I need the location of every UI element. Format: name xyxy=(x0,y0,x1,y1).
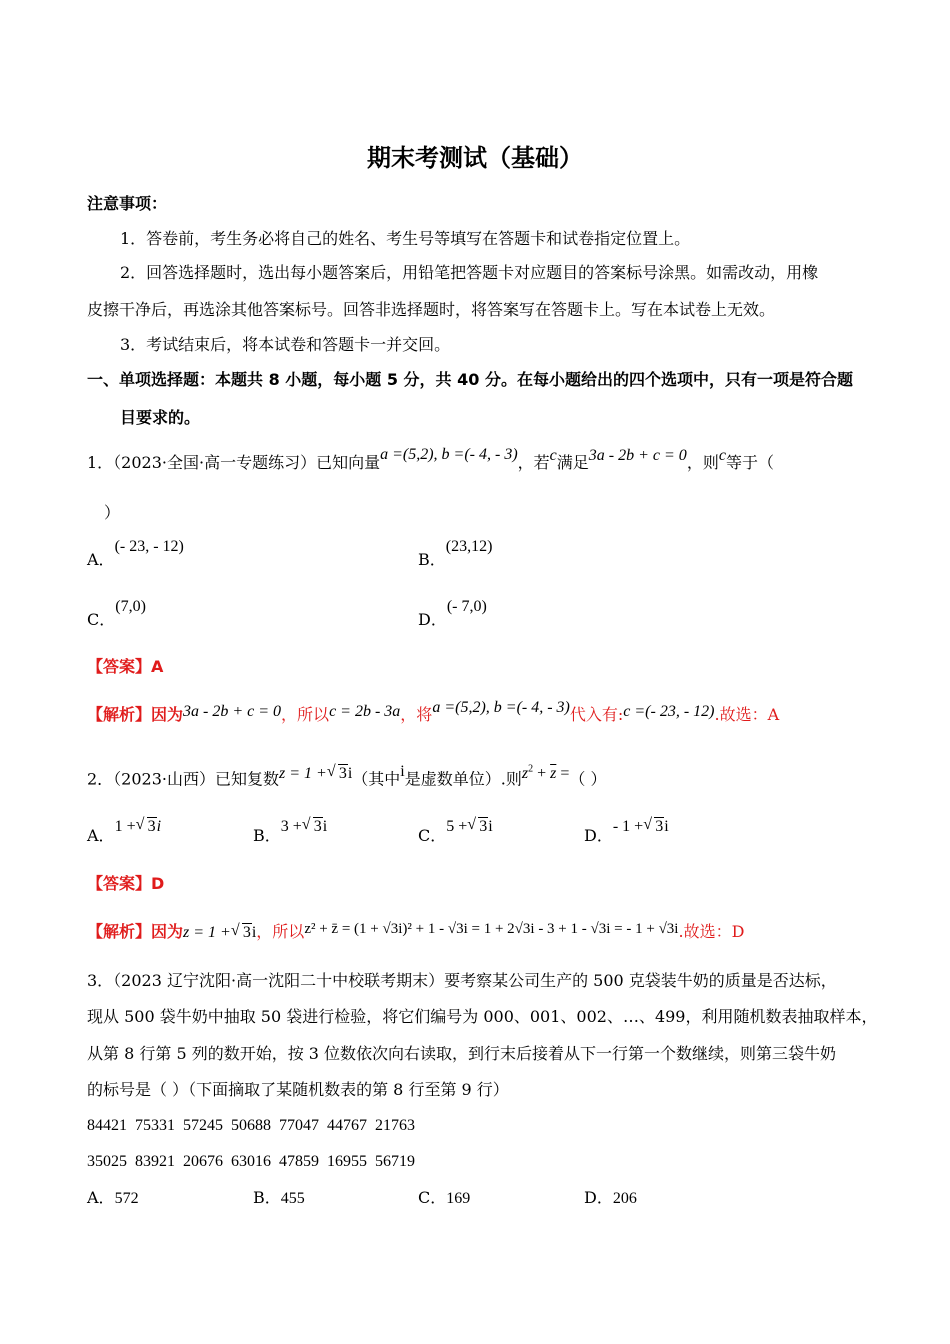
option-value: 455 xyxy=(280,1190,305,1207)
question-2-z-def xyxy=(279,763,352,782)
question-2-prefix: 2．（2023·山西）已知复数 xyxy=(87,769,279,789)
option-value: 169 xyxy=(446,1190,471,1207)
explanation-text-2: .故选：D xyxy=(678,922,745,941)
sqrt-symbol xyxy=(327,764,348,784)
option-post: i xyxy=(488,818,493,835)
option-value xyxy=(115,818,161,835)
imaginary-unit: i xyxy=(347,765,353,783)
z: z xyxy=(521,765,529,783)
question-1-option-b xyxy=(418,538,493,571)
notice-item-3: 3．考试结束后，将本试卷和答题卡一并交回。 xyxy=(120,335,451,354)
question-1-c: c xyxy=(549,447,557,464)
option-pre: - 1 + xyxy=(612,818,644,835)
option-label: A． xyxy=(87,826,115,845)
question-3-line-3: 从第 8 行第 5 列的数开始，按 3 位数依次向右读取，到行末后接着从下一行第一个数继续，则第三袋牛奶 xyxy=(87,1044,837,1063)
option-value: (23,12) xyxy=(445,538,493,555)
option-value: (- 23, - 12) xyxy=(114,538,184,555)
question-3-option-d xyxy=(584,1188,637,1209)
explanation-label: 【解析】因为 xyxy=(87,922,184,941)
z-equals: z = 1 + xyxy=(183,924,231,941)
question-1-vectors: a =(5,2), b =(- 4, - 3) xyxy=(380,446,518,463)
option-label: C． xyxy=(418,826,447,845)
option-post: i xyxy=(322,818,328,835)
explanation-equation-2: c = 2b - 3a xyxy=(329,703,401,720)
explanation-text-4: .故选：A xyxy=(714,705,780,724)
notice-item-1: 1．答卷前，考生务必将自己的姓名、考生号等填写在答题卡和试卷指定位置上。 xyxy=(120,229,691,248)
question-2-suffix: （ ） xyxy=(569,769,607,789)
question-2-stem xyxy=(87,763,607,790)
radicand: 3 xyxy=(313,818,322,835)
sqrt-symbol xyxy=(136,817,157,837)
question-1-prefix: 1．（2023·全国·高一专题练习）已知向量 xyxy=(87,453,381,472)
question-1-close-paren: ） xyxy=(104,503,121,522)
radicand: 3 xyxy=(147,818,156,835)
explanation-label: 【解析】因为 xyxy=(87,705,184,724)
question-1-equation: 3a - 2b + c = 0 xyxy=(588,447,687,464)
page-title: 期末考测试（基础） xyxy=(367,144,583,172)
question-1-answer: 【答案】A xyxy=(87,657,164,676)
option-label: B． xyxy=(253,826,281,845)
radicand: 3 xyxy=(242,924,251,941)
section-heading-line-1: 一、单项选择题：本题共 8 小题，每小题 5 分，共 40 分。在每小题给出的四个选项中，只有一项是符合题 xyxy=(87,370,853,389)
explanation-text-1: ，所以 xyxy=(256,922,305,941)
question-1-stem xyxy=(87,446,774,474)
option-label: A． xyxy=(87,1188,115,1207)
option-label: A． xyxy=(87,550,115,569)
question-3-option-a xyxy=(87,1188,139,1209)
z-conjugate: $\overline{z}$ xyxy=(550,765,557,783)
question-2-expression xyxy=(522,763,570,782)
question-2-explanation xyxy=(87,922,744,943)
question-3-option-b xyxy=(253,1188,305,1209)
option-label: D． xyxy=(584,826,613,845)
option-pre: 1 + xyxy=(114,818,136,835)
question-2-answer: 【答案】D xyxy=(87,874,165,893)
question-2-option-b xyxy=(253,818,328,847)
option-value xyxy=(613,818,669,835)
option-value xyxy=(446,818,492,835)
option-label: C． xyxy=(418,1188,447,1207)
option-pre: 5 + xyxy=(446,818,468,835)
question-2-option-c xyxy=(418,818,493,847)
option-value: 572 xyxy=(114,1190,139,1207)
explanation-equation: z² + z̄ = (1 + √3i)² + 1 - √3i = 1 + 2√3i - 3 + 1 - √3i = - 1 + √3i xyxy=(304,921,679,937)
question-1-option-c xyxy=(87,598,146,631)
option-label: C． xyxy=(87,610,116,629)
sqrt-symbol xyxy=(302,817,323,837)
random-table-row-8: 84421 75331 57245 50688 77047 44767 21763 xyxy=(87,1117,415,1134)
radicand: 3 xyxy=(338,765,347,783)
question-1-mid: ，若 xyxy=(517,453,550,472)
explanation-text-3: 代入有: xyxy=(569,705,624,724)
option-value xyxy=(281,818,327,835)
question-1-explanation xyxy=(87,699,780,726)
option-post: i xyxy=(664,818,669,835)
option-label: D． xyxy=(418,610,447,629)
notice-item-2-line-2: 皮擦干净后，再选涂其他答案标号。回答非选择题时，将答案写在答题卡上。写在本试卷上无效。 xyxy=(87,300,776,319)
option-pre: 3 + xyxy=(280,818,302,835)
sqrt-symbol xyxy=(231,923,252,943)
question-1-c2: c xyxy=(718,447,726,464)
question-2-mid2: 是虚数单位）.则 xyxy=(404,769,522,789)
explanation-text-1: ，所以 xyxy=(281,705,330,724)
radicand: 3 xyxy=(655,818,664,835)
option-value: (7,0) xyxy=(115,598,146,615)
question-3-option-c xyxy=(418,1188,470,1209)
question-1-option-a xyxy=(87,538,184,571)
explanation-equation-4: c =(- 23, - 12) xyxy=(623,703,715,720)
radicand: 3 xyxy=(479,818,488,835)
imaginary-unit-2: i xyxy=(400,763,405,781)
question-2-option-a xyxy=(87,818,162,847)
explanation-equation-1: 3a - 2b + c = 0 xyxy=(183,703,282,720)
random-table-row-9: 35025 83921 20676 63016 47859 16955 56719 xyxy=(87,1153,415,1170)
imaginary-unit: i xyxy=(251,924,257,941)
question-1-suffix: 等于（ xyxy=(725,453,774,472)
question-1-mid2: 满足 xyxy=(556,453,589,472)
option-label: B． xyxy=(418,550,446,569)
sqrt-symbol xyxy=(643,817,664,837)
question-1-mid3: ，则 xyxy=(686,453,719,472)
exponent: 2 xyxy=(528,764,534,775)
question-3-line-1: 3．（2023 辽宁沈阳·高一沈阳二十中校联考期末）要考察某公司生产的 500 克袋装牛奶的质量是否达标， xyxy=(87,971,837,990)
question-1-option-d xyxy=(418,598,487,631)
question-3-line-2: 现从 500 袋牛奶中抽取 50 袋进行检验，将它们编号为 000、001、002、…、499，利用随机数表抽取样本， xyxy=(87,1007,878,1026)
question-2-mid: （其中 xyxy=(352,769,401,789)
option-value: 206 xyxy=(612,1190,637,1207)
option-label: B． xyxy=(253,1188,281,1207)
sqrt-symbol xyxy=(467,817,488,837)
option-post: i xyxy=(156,818,162,835)
notice-item-2-line-1: 2．回答选择题时，选出每小题答案后，用铅笔把答题卡对应题目的答案标号涂黑。如需改动，用橡 xyxy=(120,263,819,282)
question-3-line-4: 的标号是（ ）（下面摘取了某随机数表的第 8 行至第 9 行） xyxy=(87,1080,509,1099)
question-2-option-d xyxy=(584,818,669,847)
z-equals: z = 1 + xyxy=(279,765,327,783)
explanation-equation-3: a =(5,2), b =(- 4, - 3) xyxy=(432,699,570,716)
explanation-text-2: ，将 xyxy=(400,705,433,724)
section-heading-line-2: 目要求的。 xyxy=(120,408,201,427)
explanation-z-def xyxy=(183,924,256,941)
plus: + xyxy=(533,765,551,783)
option-value: (- 7,0) xyxy=(446,598,487,615)
notice-heading: 注意事项： xyxy=(87,194,168,213)
equals: = xyxy=(556,765,570,783)
option-label: D． xyxy=(584,1188,613,1207)
